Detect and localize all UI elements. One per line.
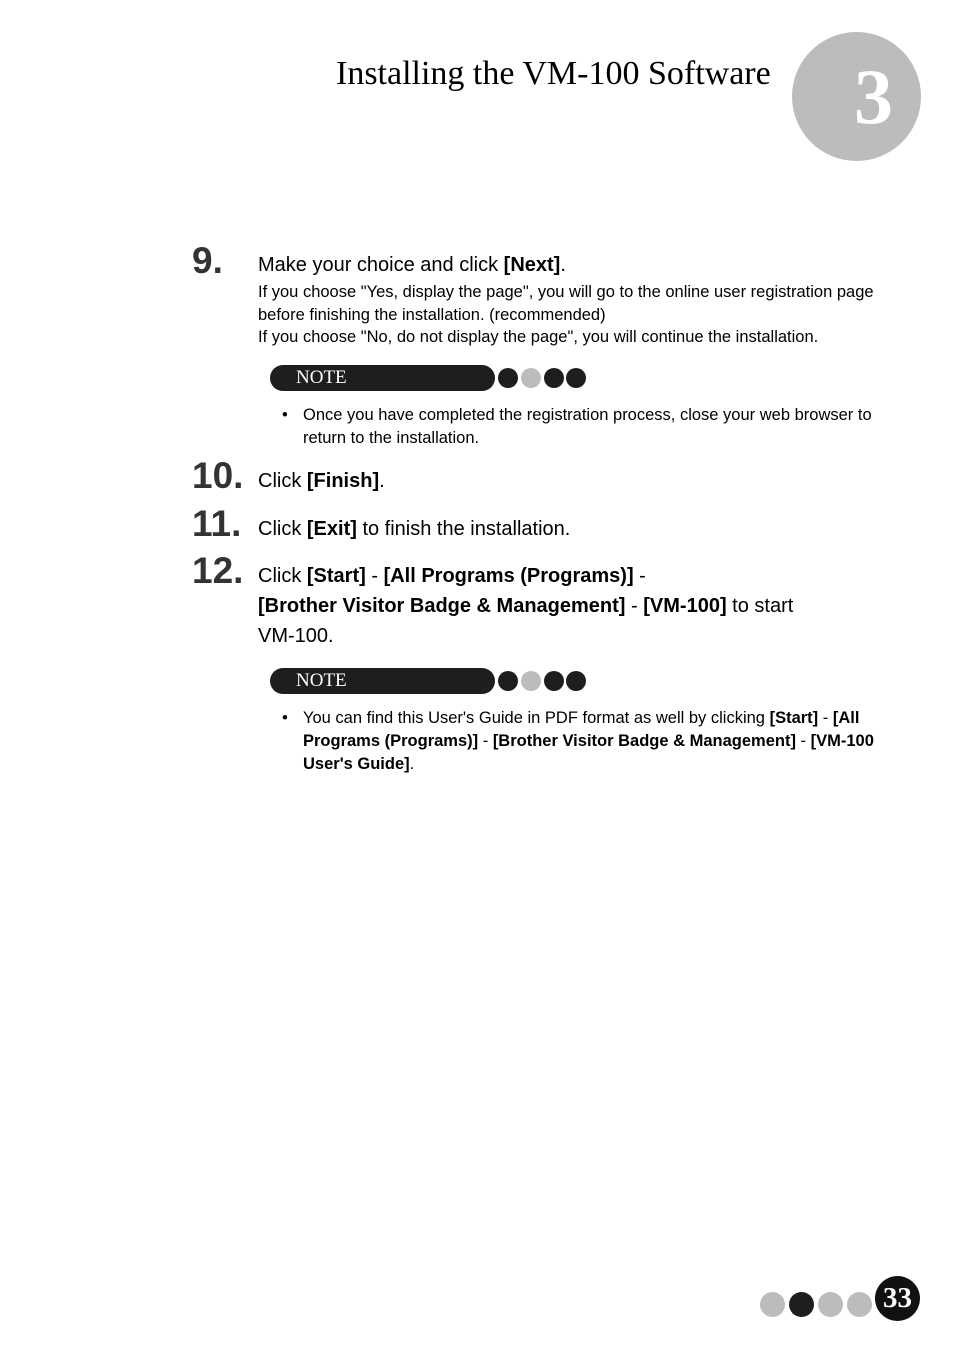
note-banner — [270, 668, 590, 694]
separator: - — [633, 565, 646, 587]
note-period: . — [409, 755, 415, 773]
bullet-icon: • — [282, 709, 288, 727]
brother-folder-ref: [Brother Visitor Badge & Management] — [492, 732, 796, 750]
next-button-ref: [Next] — [503, 254, 561, 276]
footer-dot-icon — [760, 1292, 785, 1317]
step-11-instruction — [258, 514, 570, 544]
bullet-icon: • — [282, 406, 288, 424]
start-menu-ref: [Start] — [306, 565, 366, 587]
footer-dot-icon — [847, 1292, 872, 1317]
step-9-text: Make your choice and click — [258, 254, 504, 276]
separator: - — [795, 732, 811, 750]
separator: - — [478, 732, 493, 750]
step-9-instruction — [258, 250, 566, 280]
all-programs-ref: [All Programs (Programs)] — [303, 709, 860, 750]
step-12-text: Click — [258, 565, 307, 587]
note-dot-icon — [566, 368, 586, 388]
exit-button-ref: [Exit] — [306, 518, 357, 540]
step-10-instruction — [258, 466, 385, 496]
note-banner — [270, 365, 590, 391]
footer-dot-icon — [818, 1292, 843, 1317]
note-dot-icon — [521, 671, 541, 691]
note-dot-icon — [566, 671, 586, 691]
step-12-line-1 — [258, 561, 646, 591]
note-dot-icon — [544, 671, 564, 691]
step-9-period: . — [560, 254, 566, 276]
chapter-title: Installing the VM-100 Software — [336, 55, 771, 92]
step-10-number: 10. — [192, 455, 244, 496]
vm100-ref: [VM-100] — [643, 595, 727, 617]
step-10-text: Click — [258, 470, 307, 492]
users-guide-ref: [VM-100 User's Guide] — [303, 732, 874, 773]
step-9-number: 9. — [192, 240, 223, 281]
note-label: NOTE — [270, 365, 495, 391]
step-11-text: Click — [258, 518, 307, 540]
step-10-period: . — [379, 470, 385, 492]
note-dot-icon — [544, 368, 564, 388]
footer-dot-icon — [789, 1292, 814, 1317]
step-11-tail: to finish the installation. — [356, 518, 571, 540]
finish-button-ref: [Finish] — [306, 470, 380, 492]
brother-folder-ref: [Brother Visitor Badge & Management] — [258, 595, 626, 617]
start-menu-ref: [Start] — [769, 709, 819, 727]
page-number: 33 — [875, 1276, 920, 1321]
step-12-tail: to start — [726, 595, 794, 617]
note-label: NOTE — [270, 668, 495, 694]
separator: - — [365, 565, 384, 587]
note-text: You can find this User's Guide in PDF format as well by clicking — [303, 709, 770, 727]
step-12-line-2 — [258, 591, 793, 621]
step-9-detail-yes: If you choose "Yes, display the page", you will go to the online user registration page before finishing the installation. (recommended) — [258, 283, 874, 324]
note-bullet-item — [282, 404, 892, 450]
note-text: Once you have completed the registration process, close your web browser to return to the installation. — [303, 406, 872, 447]
step-12-number: 12. — [192, 550, 244, 591]
note-dot-icon — [498, 368, 518, 388]
separator: - — [625, 595, 644, 617]
separator: - — [818, 709, 833, 727]
note-dot-icon — [521, 368, 541, 388]
chapter-number-badge: 3 — [792, 32, 921, 161]
note-dot-icon — [498, 671, 518, 691]
step-12-line-3: VM-100. — [258, 625, 334, 647]
step-9-detail-no: If you choose "No, do not display the page", you will continue the installation. — [258, 328, 819, 346]
note-bullet-item — [282, 707, 892, 776]
all-programs-ref: [All Programs (Programs)] — [383, 565, 634, 587]
step-11-number: 11. — [192, 503, 242, 544]
